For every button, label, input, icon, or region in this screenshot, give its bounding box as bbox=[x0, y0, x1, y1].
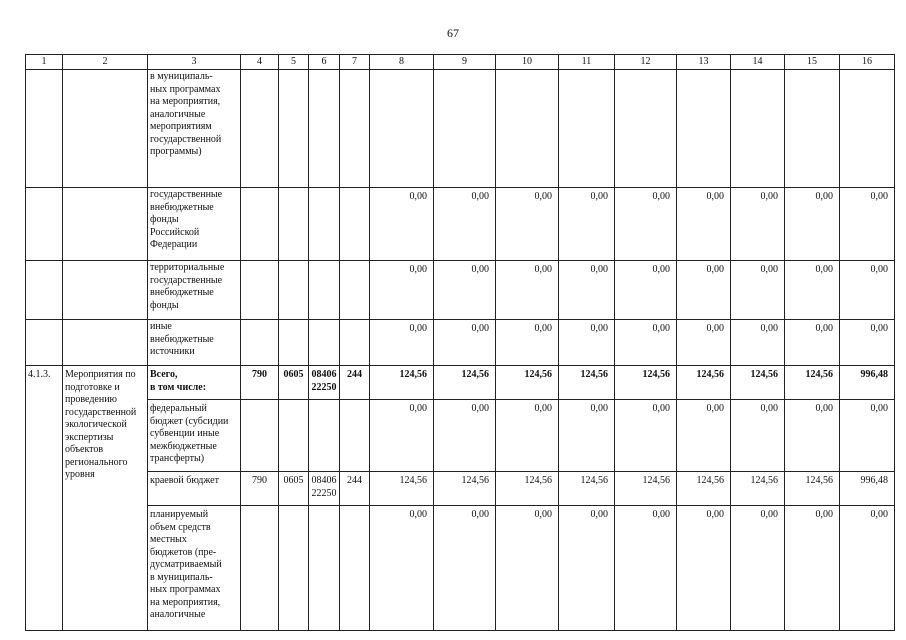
column-header: 3 bbox=[148, 55, 241, 70]
section-code-cell bbox=[279, 70, 309, 188]
target-item-cell bbox=[309, 400, 340, 472]
expense-type-cell bbox=[340, 506, 370, 631]
target-item-cell bbox=[309, 261, 340, 320]
table-row bbox=[26, 400, 895, 472]
expense-type-cell bbox=[340, 320, 370, 366]
target-item-cell: 08406 22250 bbox=[309, 472, 340, 506]
funding-source-cell: Всего, в том числе: bbox=[148, 366, 241, 400]
column-header: 8 bbox=[370, 55, 434, 70]
row-code-cell bbox=[26, 320, 63, 366]
measure-name-cell bbox=[63, 70, 148, 188]
amount-cell: 124,56 bbox=[434, 366, 496, 400]
amount-cell bbox=[731, 70, 785, 188]
amount-cell: 0,00 bbox=[785, 506, 840, 631]
column-header: 11 bbox=[559, 55, 615, 70]
amount-cell: 124,56 bbox=[559, 366, 615, 400]
expense-type-cell bbox=[340, 70, 370, 188]
column-header: 16 bbox=[840, 55, 895, 70]
amount-cell: 124,56 bbox=[370, 472, 434, 506]
target-item-cell bbox=[309, 70, 340, 188]
measure-name-cell: Мероприятия по подготовке и проведению государственной экологической экспертизы объектов регионального уровня bbox=[63, 366, 148, 631]
budget-table bbox=[25, 54, 895, 631]
amount-cell: 124,56 bbox=[677, 472, 731, 506]
row-code-cell: 4.1.3. bbox=[26, 366, 63, 631]
amount-cell: 124,56 bbox=[559, 472, 615, 506]
amount-cell: 0,00 bbox=[731, 400, 785, 472]
amount-cell: 124,56 bbox=[785, 366, 840, 400]
amount-cell: 0,00 bbox=[370, 261, 434, 320]
amount-cell: 0,00 bbox=[615, 320, 677, 366]
amount-cell: 0,00 bbox=[785, 188, 840, 261]
amount-cell: 0,00 bbox=[370, 400, 434, 472]
funding-source-cell: в муниципаль- ных программах на мероприятия, аналогичные мероприятиям государственной программы) bbox=[148, 70, 241, 188]
section-code-cell: 0605 bbox=[279, 472, 309, 506]
amount-cell: 0,00 bbox=[615, 400, 677, 472]
table-row bbox=[26, 320, 895, 366]
measure-name-cell bbox=[63, 320, 148, 366]
amount-cell: 124,56 bbox=[615, 472, 677, 506]
amount-cell: 0,00 bbox=[731, 506, 785, 631]
grbs-code-cell bbox=[241, 506, 279, 631]
funding-source-cell: федеральный бюджет (субсидии субвенции иные межбюджетные трансферты) bbox=[148, 400, 241, 472]
grbs-code-cell: 790 bbox=[241, 472, 279, 506]
amount-cell bbox=[559, 70, 615, 188]
amount-cell: 0,00 bbox=[840, 188, 895, 261]
section-code-cell bbox=[279, 320, 309, 366]
measure-name-cell bbox=[63, 188, 148, 261]
amount-cell: 0,00 bbox=[785, 400, 840, 472]
table-row bbox=[26, 506, 895, 631]
column-header: 1 bbox=[26, 55, 63, 70]
amount-cell bbox=[370, 70, 434, 188]
column-header: 6 bbox=[309, 55, 340, 70]
amount-cell: 0,00 bbox=[559, 506, 615, 631]
amount-cell: 0,00 bbox=[434, 320, 496, 366]
amount-cell: 0,00 bbox=[677, 261, 731, 320]
amount-cell: 0,00 bbox=[615, 506, 677, 631]
amount-cell bbox=[840, 70, 895, 188]
funding-source-cell: иные внебюджетные источники bbox=[148, 320, 241, 366]
amount-cell: 0,00 bbox=[496, 400, 559, 472]
column-header: 9 bbox=[434, 55, 496, 70]
target-item-cell bbox=[309, 188, 340, 261]
expense-type-cell bbox=[340, 188, 370, 261]
amount-cell: 124,56 bbox=[731, 366, 785, 400]
section-code-cell bbox=[279, 188, 309, 261]
expense-type-cell bbox=[340, 261, 370, 320]
amount-cell bbox=[496, 70, 559, 188]
amount-cell: 124,56 bbox=[434, 472, 496, 506]
funding-source-cell: государственные внебюджетные фонды Российской Федерации bbox=[148, 188, 241, 261]
amount-cell: 124,56 bbox=[496, 472, 559, 506]
amount-cell: 0,00 bbox=[615, 261, 677, 320]
column-header: 10 bbox=[496, 55, 559, 70]
column-header: 7 bbox=[340, 55, 370, 70]
amount-cell: 0,00 bbox=[731, 261, 785, 320]
amount-cell: 0,00 bbox=[434, 506, 496, 631]
amount-cell: 0,00 bbox=[677, 188, 731, 261]
column-header: 12 bbox=[615, 55, 677, 70]
amount-cell: 0,00 bbox=[840, 506, 895, 631]
section-code-cell bbox=[279, 506, 309, 631]
amount-cell bbox=[785, 70, 840, 188]
amount-cell: 0,00 bbox=[731, 188, 785, 261]
amount-cell: 0,00 bbox=[496, 188, 559, 261]
grbs-code-cell bbox=[241, 400, 279, 472]
amount-cell: 0,00 bbox=[370, 188, 434, 261]
grbs-code-cell bbox=[241, 70, 279, 188]
table-row bbox=[26, 366, 895, 400]
column-header: 2 bbox=[63, 55, 148, 70]
amount-cell: 996,48 bbox=[840, 472, 895, 506]
amount-cell: 0,00 bbox=[370, 320, 434, 366]
amount-cell: 124,56 bbox=[615, 366, 677, 400]
amount-cell: 124,56 bbox=[677, 366, 731, 400]
column-header: 14 bbox=[731, 55, 785, 70]
amount-cell: 0,00 bbox=[496, 320, 559, 366]
table-row bbox=[26, 70, 895, 188]
column-header: 15 bbox=[785, 55, 840, 70]
table-row bbox=[26, 188, 895, 261]
amount-cell: 124,56 bbox=[370, 366, 434, 400]
amount-cell: 0,00 bbox=[840, 320, 895, 366]
funding-source-cell: территориальные государственные внебюджетные фонды bbox=[148, 261, 241, 320]
measure-name-cell bbox=[63, 261, 148, 320]
expense-type-cell: 244 bbox=[340, 366, 370, 400]
table-row bbox=[26, 261, 895, 320]
expense-type-cell: 244 bbox=[340, 472, 370, 506]
amount-cell: 0,00 bbox=[496, 261, 559, 320]
target-item-cell bbox=[309, 320, 340, 366]
grbs-code-cell: 790 bbox=[241, 366, 279, 400]
amount-cell: 0,00 bbox=[840, 400, 895, 472]
amount-cell: 0,00 bbox=[434, 261, 496, 320]
amount-cell: 124,56 bbox=[731, 472, 785, 506]
amount-cell: 0,00 bbox=[559, 261, 615, 320]
amount-cell: 0,00 bbox=[496, 506, 559, 631]
amount-cell: 0,00 bbox=[731, 320, 785, 366]
row-code-cell bbox=[26, 261, 63, 320]
amount-cell: 0,00 bbox=[434, 188, 496, 261]
amount-cell: 0,00 bbox=[559, 320, 615, 366]
grbs-code-cell bbox=[241, 188, 279, 261]
amount-cell: 0,00 bbox=[434, 400, 496, 472]
target-item-cell bbox=[309, 506, 340, 631]
column-number-row bbox=[26, 55, 895, 70]
amount-cell: 0,00 bbox=[370, 506, 434, 631]
column-header: 4 bbox=[241, 55, 279, 70]
amount-cell bbox=[677, 70, 731, 188]
amount-cell: 0,00 bbox=[785, 261, 840, 320]
amount-cell: 124,56 bbox=[496, 366, 559, 400]
amount-cell: 0,00 bbox=[677, 506, 731, 631]
amount-cell bbox=[434, 70, 496, 188]
grbs-code-cell bbox=[241, 320, 279, 366]
amount-cell: 0,00 bbox=[677, 320, 731, 366]
amount-cell: 0,00 bbox=[615, 188, 677, 261]
row-code-cell bbox=[26, 70, 63, 188]
amount-cell: 0,00 bbox=[677, 400, 731, 472]
row-code-cell bbox=[26, 188, 63, 261]
amount-cell: 0,00 bbox=[840, 261, 895, 320]
expense-type-cell bbox=[340, 400, 370, 472]
amount-cell: 124,56 bbox=[785, 472, 840, 506]
target-item-cell: 08406 22250 bbox=[309, 366, 340, 400]
column-header: 5 bbox=[279, 55, 309, 70]
column-header: 13 bbox=[677, 55, 731, 70]
section-code-cell bbox=[279, 400, 309, 472]
amount-cell: 0,00 bbox=[559, 400, 615, 472]
table-row bbox=[26, 472, 895, 506]
amount-cell bbox=[615, 70, 677, 188]
amount-cell: 0,00 bbox=[559, 188, 615, 261]
grbs-code-cell bbox=[241, 261, 279, 320]
funding-source-cell: краевой бюджет bbox=[148, 472, 241, 506]
amount-cell: 0,00 bbox=[785, 320, 840, 366]
amount-cell: 996,48 bbox=[840, 366, 895, 400]
funding-source-cell: планируемый объем средств местных бюджетов (пре- дусматриваемый в муниципаль- ных программах на мероприятия, аналогичные bbox=[148, 506, 241, 631]
section-code-cell bbox=[279, 261, 309, 320]
page-number: 67 bbox=[447, 26, 459, 40]
section-code-cell: 0605 bbox=[279, 366, 309, 400]
